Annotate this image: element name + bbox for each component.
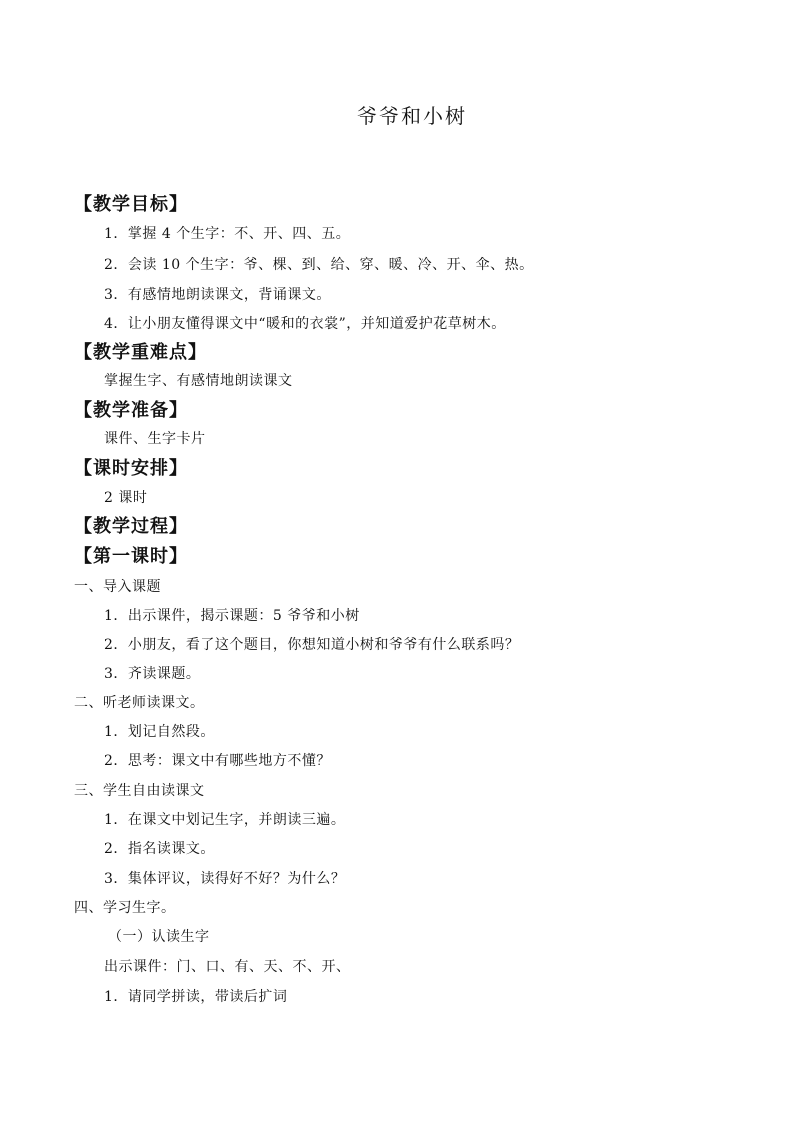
step4-show-text: 出示课件：门、口、有、天、不、开、 — [104, 959, 351, 975]
step1-title: 一、导入课题 — [74, 579, 161, 595]
key-points-heading: 【教学重难点】 — [74, 342, 207, 363]
step2-item: 2．思考：课文中有哪些地方不懂？ — [104, 753, 331, 769]
step1-item: 1．出示课件，揭示课题：5 爷爷和小树 — [104, 608, 360, 624]
step3-item: 2．指名读课文。 — [104, 841, 215, 857]
goals-heading: 【教学目标】 — [74, 194, 188, 215]
lesson1-heading: 【第一课时】 — [74, 546, 188, 567]
step2-item: 1．划记自然段。 — [104, 724, 215, 740]
prep-heading: 【教学准备】 — [74, 400, 188, 421]
step2-title: 二、听老师读课文。 — [74, 695, 205, 711]
goal-item: 2．会读 10 个生字：爷、棵、到、给、穿、暖、冷、开、伞、热。 — [104, 257, 534, 273]
schedule-heading: 【课时安排】 — [74, 458, 188, 479]
step4-title: 四、学习生字。 — [74, 900, 176, 916]
prep-text: 课件、生字卡片 — [104, 431, 206, 447]
step3-item: 3．集体评议，读得好不好？为什么？ — [104, 871, 346, 887]
step4-subtitle: （一）认读生字 — [108, 929, 210, 945]
goal-item: 4．让小朋友懂得课文中“暖和的衣裳”，并知道爱护花草树木。 — [104, 316, 506, 332]
process-heading: 【教学过程】 — [74, 516, 188, 537]
step3-item: 1．在课文中划记生字，并朗读三遍。 — [104, 812, 346, 828]
goal-item: 1．掌握 4 个生字：不、开、四、五。 — [104, 226, 351, 242]
key-points-text: 掌握生字、有感情地朗读课文 — [104, 373, 293, 389]
goal-item: 3．有感情地朗读课文，背诵课文。 — [104, 287, 331, 303]
step3-title: 三、学生自由读课文 — [74, 783, 205, 799]
page-title: 爷爷和小树 — [357, 104, 467, 128]
step1-item: 2．小朋友，看了这个题目，你想知道小树和爷爷有什么联系吗？ — [104, 637, 520, 653]
step4-item: 1．请同学拼读，带读后扩词 — [104, 989, 288, 1005]
schedule-text: 2 课时 — [104, 490, 148, 506]
step1-item: 3．齐读课题。 — [104, 666, 201, 682]
